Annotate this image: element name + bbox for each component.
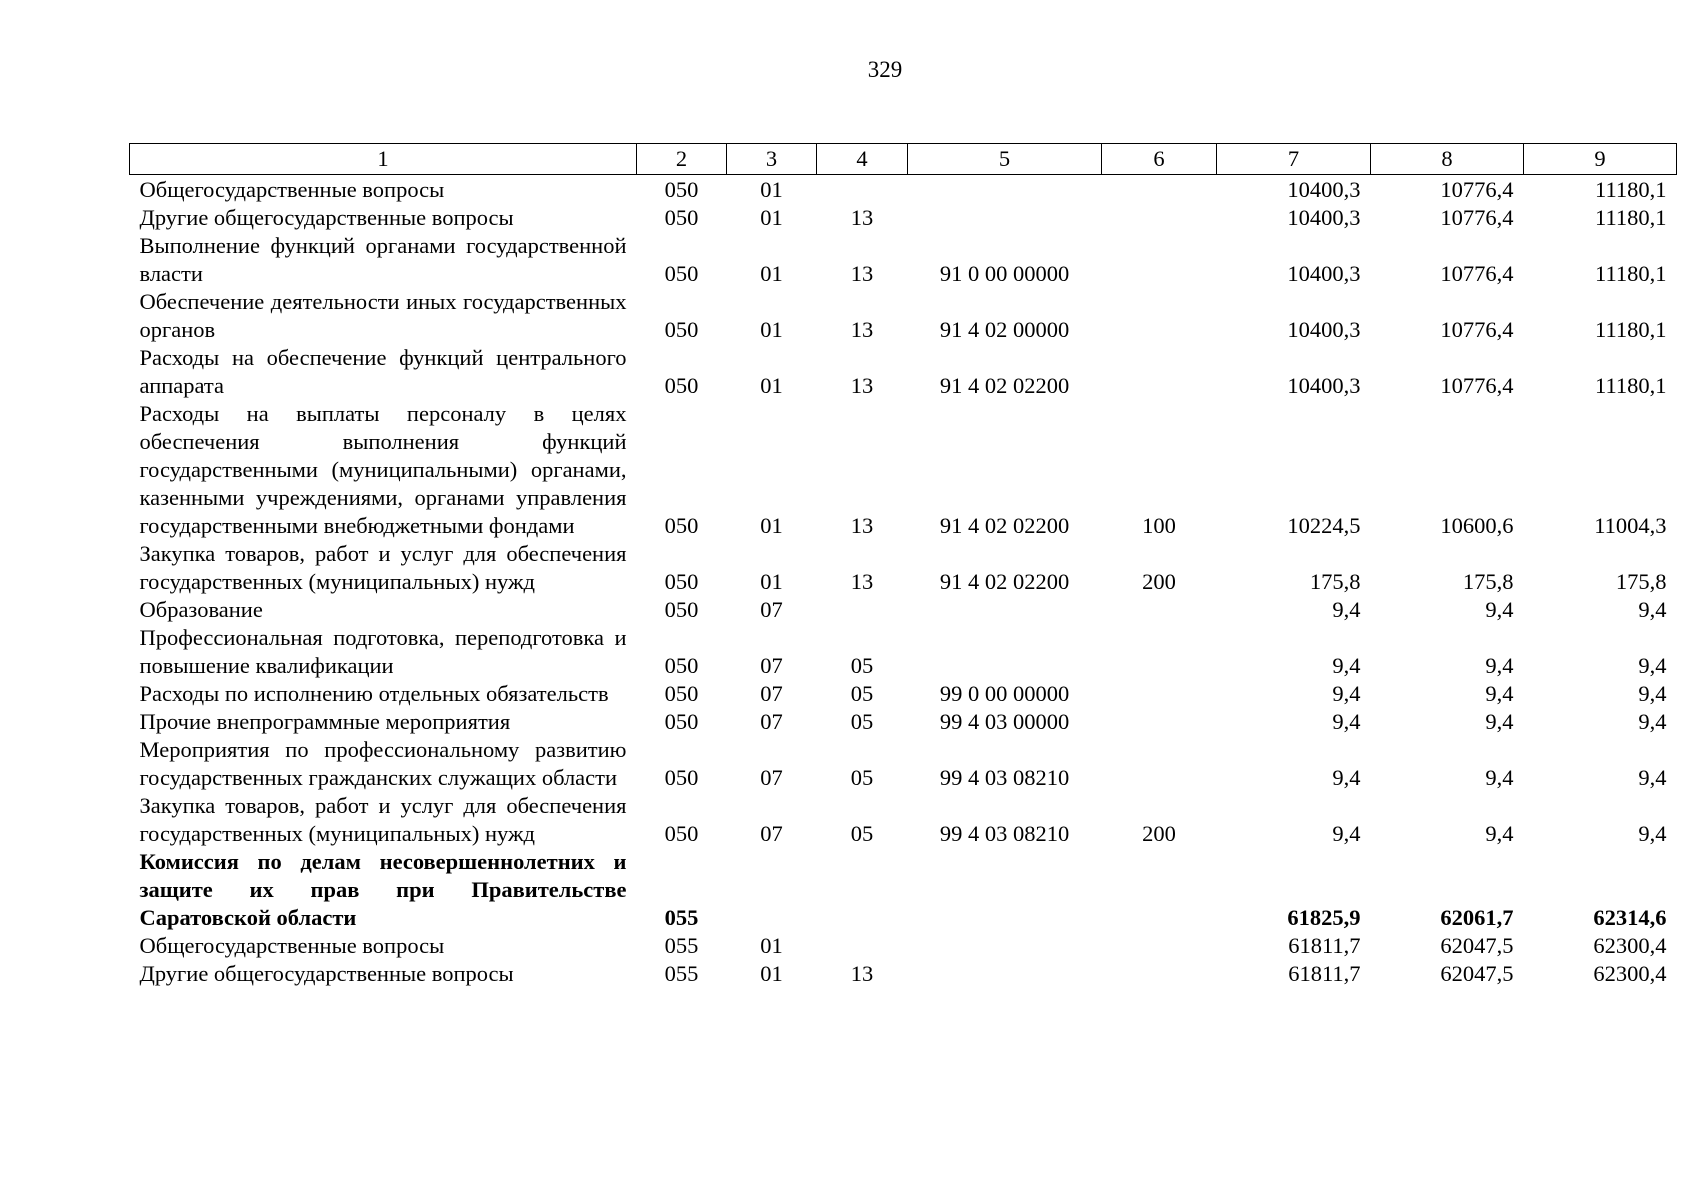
cell-amount-col9: 11004,3	[1594, 513, 1667, 538]
row-name: Другие общегосударственные вопросы	[139, 961, 514, 986]
cell-amount-col7: 9,4	[1332, 709, 1361, 734]
row-name: Расходы на обеспечение функций центрального аппарата	[139, 345, 627, 398]
cell-section-code: 01	[760, 205, 783, 230]
cell-subsection-code: 05	[850, 709, 874, 734]
row-name: Закупка товаров, работ и услуг для обеспечения государственных (муниципальных) нужд	[139, 793, 627, 846]
cell-ministry-code: 050	[664, 765, 699, 790]
cell-subsection-code	[817, 175, 908, 205]
cell-expense-type	[1102, 596, 1217, 624]
cell-subsection-code: 13	[850, 261, 874, 286]
cell-section-code: 07	[760, 681, 783, 706]
cell-section-code: 07	[760, 821, 783, 846]
cell-amount-col7: 10400,3	[1287, 261, 1361, 286]
cell-section-code: 01	[760, 961, 783, 986]
cell-expense-type	[1102, 204, 1217, 232]
cell-section-code: 01	[760, 513, 783, 538]
cell-expense-type	[1102, 175, 1217, 205]
cell-ministry-code: 050	[664, 177, 699, 202]
cell-expense-type	[1102, 848, 1217, 932]
cell-ministry-code: 050	[664, 597, 699, 622]
table-row	[130, 232, 1677, 288]
cell-section-code: 01	[760, 261, 783, 286]
cell-amount-col8: 9,4	[1485, 765, 1514, 790]
cell-target-article: 99 0 00 00000	[939, 681, 1070, 706]
cell-ministry-code: 050	[664, 513, 699, 538]
cell-target-article: 99 4 03 08210	[939, 765, 1070, 790]
table-row	[130, 288, 1677, 344]
cell-amount-col7: 9,4	[1332, 821, 1361, 846]
cell-amount-col9: 11180,1	[1595, 205, 1667, 230]
cell-amount-col8: 9,4	[1485, 597, 1514, 622]
cell-amount-col7: 10400,3	[1287, 373, 1361, 398]
cell-section-code: 01	[760, 373, 783, 398]
column-header: 7	[1217, 144, 1371, 175]
table-row	[130, 960, 1677, 988]
cell-amount-col9: 11180,1	[1595, 261, 1667, 286]
column-header: 1	[130, 144, 637, 175]
table-row	[130, 736, 1677, 792]
cell-expense-type	[1102, 624, 1217, 680]
cell-ministry-code: 055	[664, 905, 699, 930]
table-row	[130, 624, 1677, 680]
cell-subsection-code	[817, 932, 908, 960]
cell-expense-type	[1102, 232, 1217, 288]
cell-expense-type	[1102, 960, 1217, 988]
cell-ministry-code: 050	[664, 261, 699, 286]
cell-expense-type: 100	[1142, 513, 1176, 538]
table-row	[130, 792, 1677, 848]
column-header: 4	[817, 144, 908, 175]
cell-amount-col9: 11180,1	[1595, 373, 1667, 398]
cell-subsection-code: 13	[850, 513, 874, 538]
cell-amount-col8: 9,4	[1485, 709, 1514, 734]
cell-amount-col9: 9,4	[1638, 681, 1667, 706]
cell-expense-type	[1102, 288, 1217, 344]
cell-amount-col7: 175,8	[1309, 569, 1361, 594]
cell-amount-col8: 175,8	[1462, 569, 1514, 594]
table-row	[130, 932, 1677, 960]
table-row	[130, 175, 1677, 205]
cell-amount-col9: 11180,1	[1595, 317, 1667, 342]
row-name: Выполнение функций органами государственной власти	[139, 233, 627, 286]
cell-amount-col7: 9,4	[1332, 653, 1361, 678]
table-row	[130, 540, 1677, 596]
cell-subsection-code	[817, 848, 908, 932]
cell-amount-col7: 61811,7	[1288, 933, 1361, 958]
cell-ministry-code: 050	[664, 681, 699, 706]
cell-ministry-code: 055	[664, 933, 699, 958]
cell-section-code: 07	[760, 765, 783, 790]
cell-expense-type	[1102, 344, 1217, 400]
cell-amount-col8: 10776,4	[1440, 177, 1514, 202]
cell-amount-col7: 10400,3	[1287, 177, 1361, 202]
cell-section-code: 07	[760, 709, 783, 734]
row-name: Образование	[139, 597, 263, 622]
cell-amount-col7: 10224,5	[1287, 513, 1361, 538]
cell-target-article: 91 4 02 02200	[939, 373, 1070, 398]
row-name: Другие общегосударственные вопросы	[139, 205, 514, 230]
cell-amount-col9: 9,4	[1638, 653, 1667, 678]
row-name: Обеспечение деятельности иных государственных органов	[139, 289, 627, 342]
table-row	[130, 400, 1677, 540]
cell-amount-col7: 10400,3	[1287, 317, 1361, 342]
cell-target-article	[908, 624, 1102, 680]
column-header: 2	[637, 144, 727, 175]
row-name: Комиссия по делам несовершеннолетних и защите их прав при Правительстве Саратовской области	[139, 849, 627, 930]
cell-ministry-code: 050	[664, 317, 699, 342]
row-name: Прочие внепрограммные мероприятия	[139, 709, 511, 734]
cell-target-article: 91 4 02 02200	[939, 513, 1070, 538]
cell-ministry-code: 050	[664, 205, 699, 230]
cell-section-code: 07	[760, 597, 783, 622]
cell-subsection-code: 13	[850, 961, 874, 986]
cell-target-article	[908, 932, 1102, 960]
row-name: Мероприятия по профессиональному развитию государственных гражданских служащих области	[139, 737, 627, 790]
table-row	[130, 680, 1677, 708]
cell-target-article: 99 4 03 08210	[939, 821, 1070, 846]
cell-amount-col8: 10776,4	[1440, 373, 1514, 398]
table-row	[130, 848, 1677, 932]
cell-ministry-code: 055	[664, 961, 699, 986]
cell-target-article: 91 4 02 02200	[939, 569, 1070, 594]
row-name: Закупка товаров, работ и услуг для обеспечения государственных (муниципальных) нужд	[139, 541, 627, 594]
cell-section-code	[727, 848, 817, 932]
cell-subsection-code: 13	[850, 373, 874, 398]
cell-target-article: 99 4 03 00000	[939, 709, 1070, 734]
cell-section-code: 07	[760, 653, 783, 678]
cell-ministry-code: 050	[664, 709, 699, 734]
cell-amount-col7: 9,4	[1332, 597, 1361, 622]
cell-amount-col9: 9,4	[1638, 821, 1667, 846]
cell-amount-col8: 62061,7	[1440, 905, 1514, 930]
table-row	[130, 708, 1677, 736]
cell-amount-col7: 61825,9	[1287, 905, 1361, 930]
cell-section-code: 01	[760, 569, 783, 594]
cell-amount-col8: 10776,4	[1440, 205, 1514, 230]
cell-amount-col8: 10776,4	[1440, 261, 1514, 286]
table-row	[130, 344, 1677, 400]
row-name: Расходы на выплаты персоналу в целях обеспечения выполнения функций государственными (муниципальными) органами, казенными учреждениями, органами управления государственными внебюджетными фондами	[139, 401, 627, 538]
cell-amount-col8: 9,4	[1485, 821, 1514, 846]
budget-table	[129, 143, 1677, 988]
cell-expense-type	[1102, 932, 1217, 960]
table-row	[130, 596, 1677, 624]
cell-amount-col8: 10600,6	[1440, 513, 1514, 538]
cell-amount-col8: 62047,5	[1440, 961, 1514, 986]
column-header: 3	[727, 144, 817, 175]
cell-ministry-code: 050	[664, 569, 699, 594]
row-name: Общегосударственные вопросы	[139, 177, 445, 202]
row-name: Общегосударственные вопросы	[139, 933, 445, 958]
column-header: 6	[1102, 144, 1217, 175]
column-header: 8	[1371, 144, 1524, 175]
cell-amount-col7: 9,4	[1332, 681, 1361, 706]
cell-section-code: 01	[760, 317, 783, 342]
cell-target-article	[908, 204, 1102, 232]
cell-amount-col9: 62300,4	[1593, 933, 1667, 958]
cell-target-article	[908, 596, 1102, 624]
cell-expense-type: 200	[1142, 569, 1176, 594]
cell-subsection-code: 13	[850, 569, 874, 594]
cell-expense-type	[1102, 680, 1217, 708]
cell-amount-col8: 9,4	[1485, 653, 1514, 678]
cell-subsection-code: 05	[850, 653, 874, 678]
cell-subsection-code	[817, 596, 908, 624]
cell-amount-col8: 62047,5	[1440, 933, 1514, 958]
cell-target-article: 91 4 02 00000	[939, 317, 1070, 342]
cell-amount-col7: 61811,7	[1288, 961, 1361, 986]
cell-section-code: 01	[760, 177, 783, 202]
page-number: 329	[867, 57, 903, 82]
cell-expense-type: 200	[1142, 821, 1176, 846]
cell-subsection-code: 13	[850, 317, 874, 342]
cell-amount-col9: 11180,1	[1595, 177, 1667, 202]
table-row	[130, 204, 1677, 232]
cell-amount-col9: 62314,6	[1593, 905, 1667, 930]
cell-expense-type	[1102, 736, 1217, 792]
cell-expense-type	[1102, 708, 1217, 736]
cell-subsection-code: 05	[850, 765, 874, 790]
cell-amount-col7: 9,4	[1332, 765, 1361, 790]
cell-subsection-code: 05	[850, 681, 874, 706]
cell-ministry-code: 050	[664, 373, 699, 398]
cell-target-article	[908, 175, 1102, 205]
cell-section-code: 01	[760, 933, 783, 958]
column-header: 9	[1524, 144, 1677, 175]
cell-amount-col7: 10400,3	[1287, 205, 1361, 230]
cell-subsection-code: 05	[850, 821, 874, 846]
cell-amount-col9: 62300,4	[1593, 961, 1667, 986]
row-name: Профессиональная подготовка, переподготовка и повышение квалификации	[139, 625, 627, 678]
cell-amount-col8: 9,4	[1485, 681, 1514, 706]
cell-target-article: 91 0 00 00000	[939, 261, 1070, 286]
cell-amount-col9: 175,8	[1615, 569, 1667, 594]
cell-subsection-code: 13	[850, 205, 874, 230]
cell-target-article	[908, 960, 1102, 988]
header-row	[130, 144, 1677, 175]
cell-target-article	[908, 848, 1102, 932]
cell-ministry-code: 050	[664, 821, 699, 846]
cell-ministry-code: 050	[664, 653, 699, 678]
row-name: Расходы по исполнению отдельных обязательств	[139, 681, 609, 706]
cell-amount-col9: 9,4	[1638, 709, 1667, 734]
column-header: 5	[908, 144, 1102, 175]
cell-amount-col9: 9,4	[1638, 597, 1667, 622]
cell-amount-col9: 9,4	[1638, 765, 1667, 790]
cell-amount-col8: 10776,4	[1440, 317, 1514, 342]
